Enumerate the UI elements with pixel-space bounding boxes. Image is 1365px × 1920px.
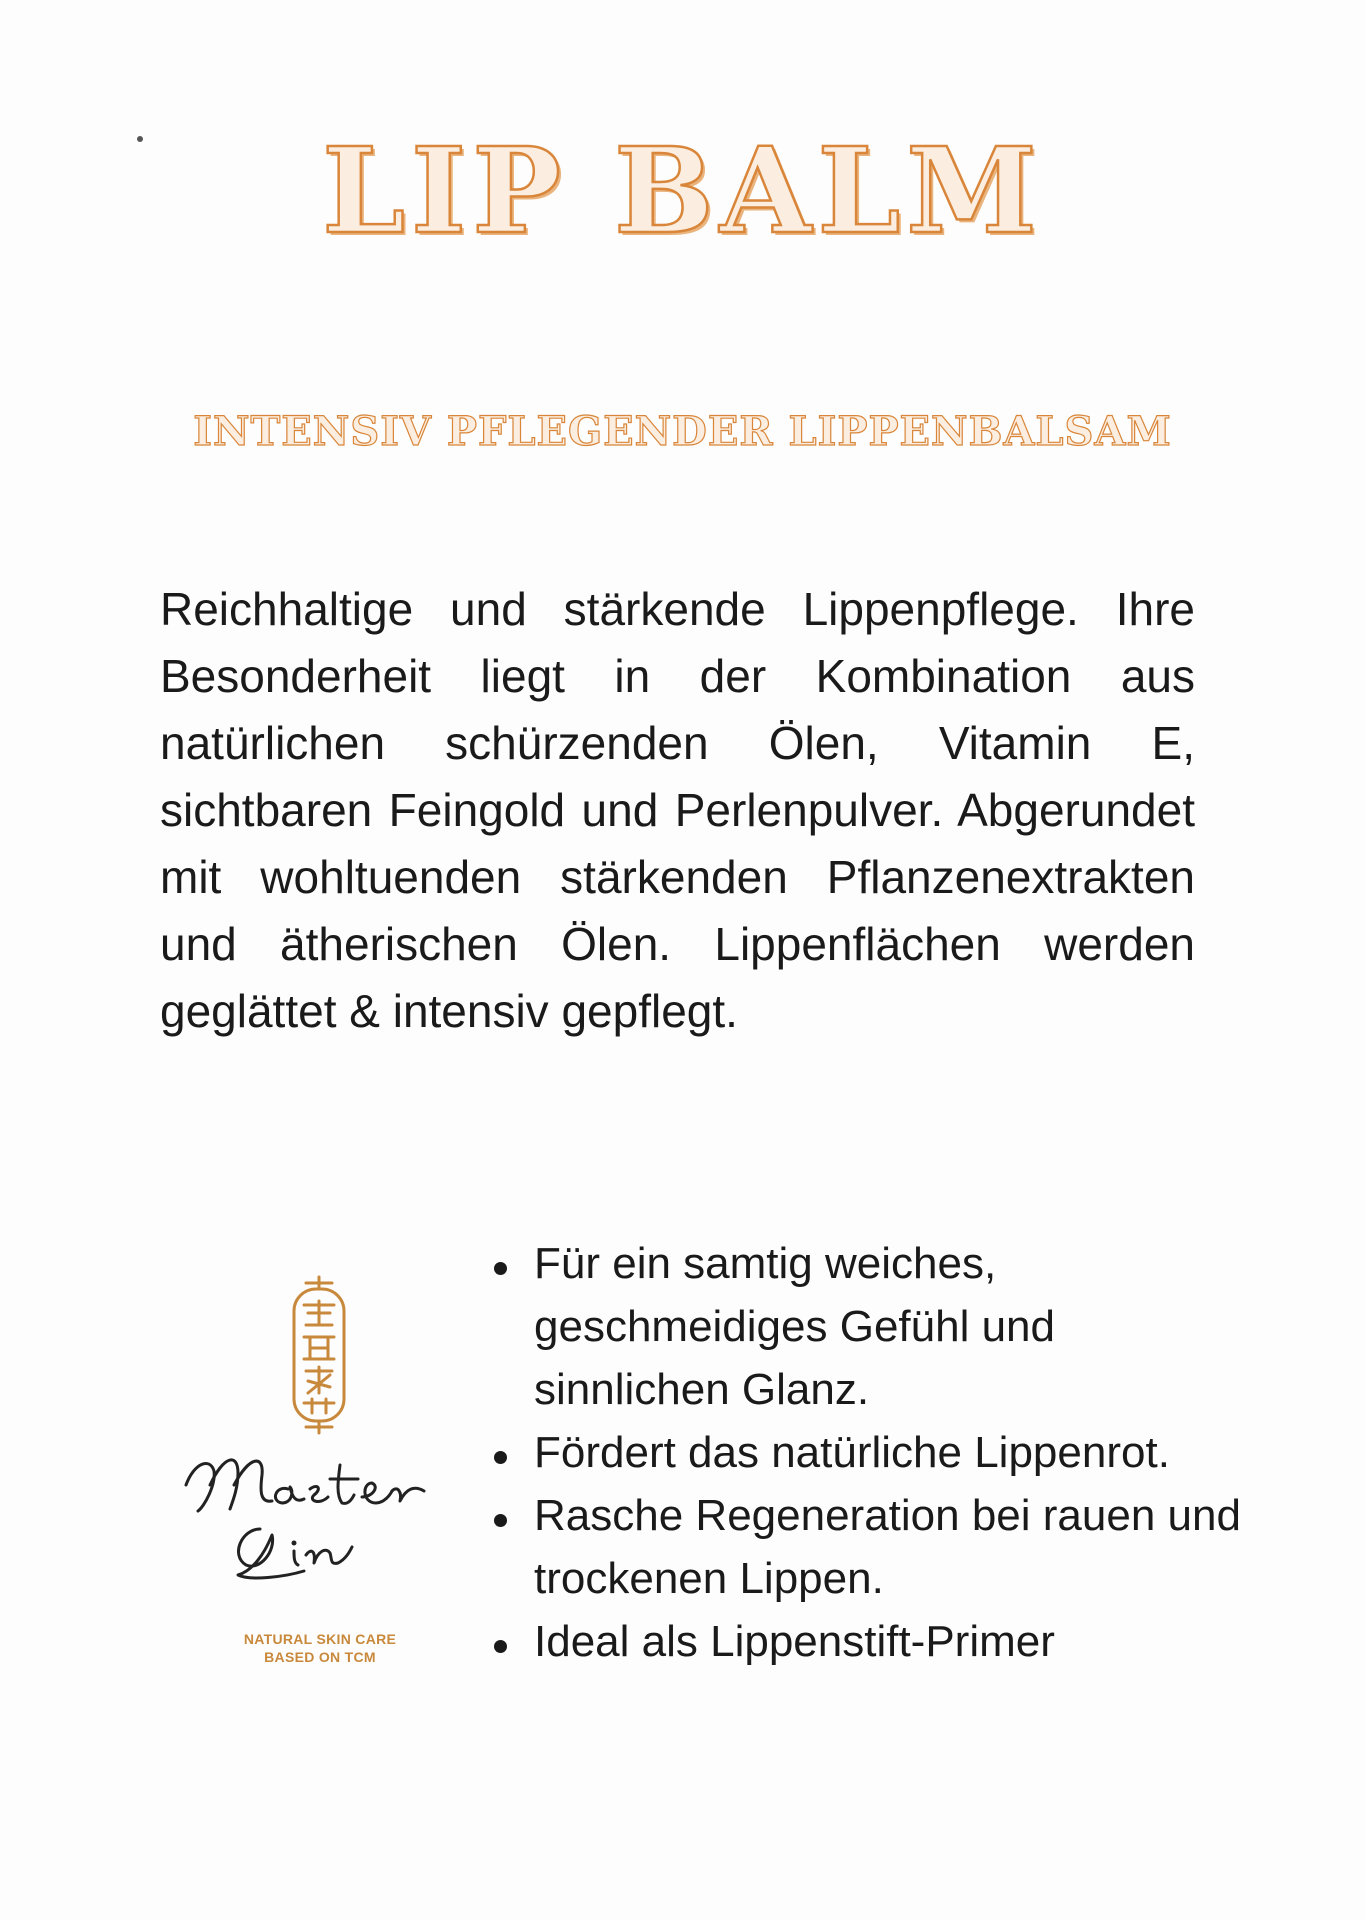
brand-tagline: [210, 1630, 430, 1666]
feature-list: [490, 1232, 1250, 1673]
page-title: LIP BALM: [322, 121, 1043, 260]
chinese-seal-icon: [288, 1275, 350, 1435]
tagline-line-1: NATURAL SKIN CARE: [243, 1631, 397, 1647]
tagline-line-2: BASED ON TCM: [264, 1649, 376, 1665]
page-subtitle: INTENSIV PFLEGENDER LIPPENBALSAM: [193, 408, 1172, 455]
feature-item: Fördert das natürliche Lippenrot.: [490, 1421, 1250, 1484]
product-description: Reichhaltige und stärkende Lippenpflege. Ihre Besonderheit liegt in der Kombination aus natürlichen schürzenden Ölen, Vitamin E, sichtbaren Feingold und Perlenpulver. Abgerundet mit wohltuenden stärkenden Pflanzenextrakten und ätherischen Ölen. Lippenflächen werden geglättet & intensiv gepflegt.: [160, 583, 1195, 1037]
feature-item: Ideal als Lippenstift-Primer: [490, 1610, 1250, 1673]
feature-item: Für ein samtig weiches, geschmeidiges Gefühl und sinnlichen Glanz.: [490, 1232, 1250, 1421]
brand-logo: [180, 1265, 460, 1685]
feature-item: Rasche Regeneration bei rauen und trockenen Lippen.: [490, 1484, 1250, 1610]
master-lin-signature: [180, 1445, 460, 1595]
